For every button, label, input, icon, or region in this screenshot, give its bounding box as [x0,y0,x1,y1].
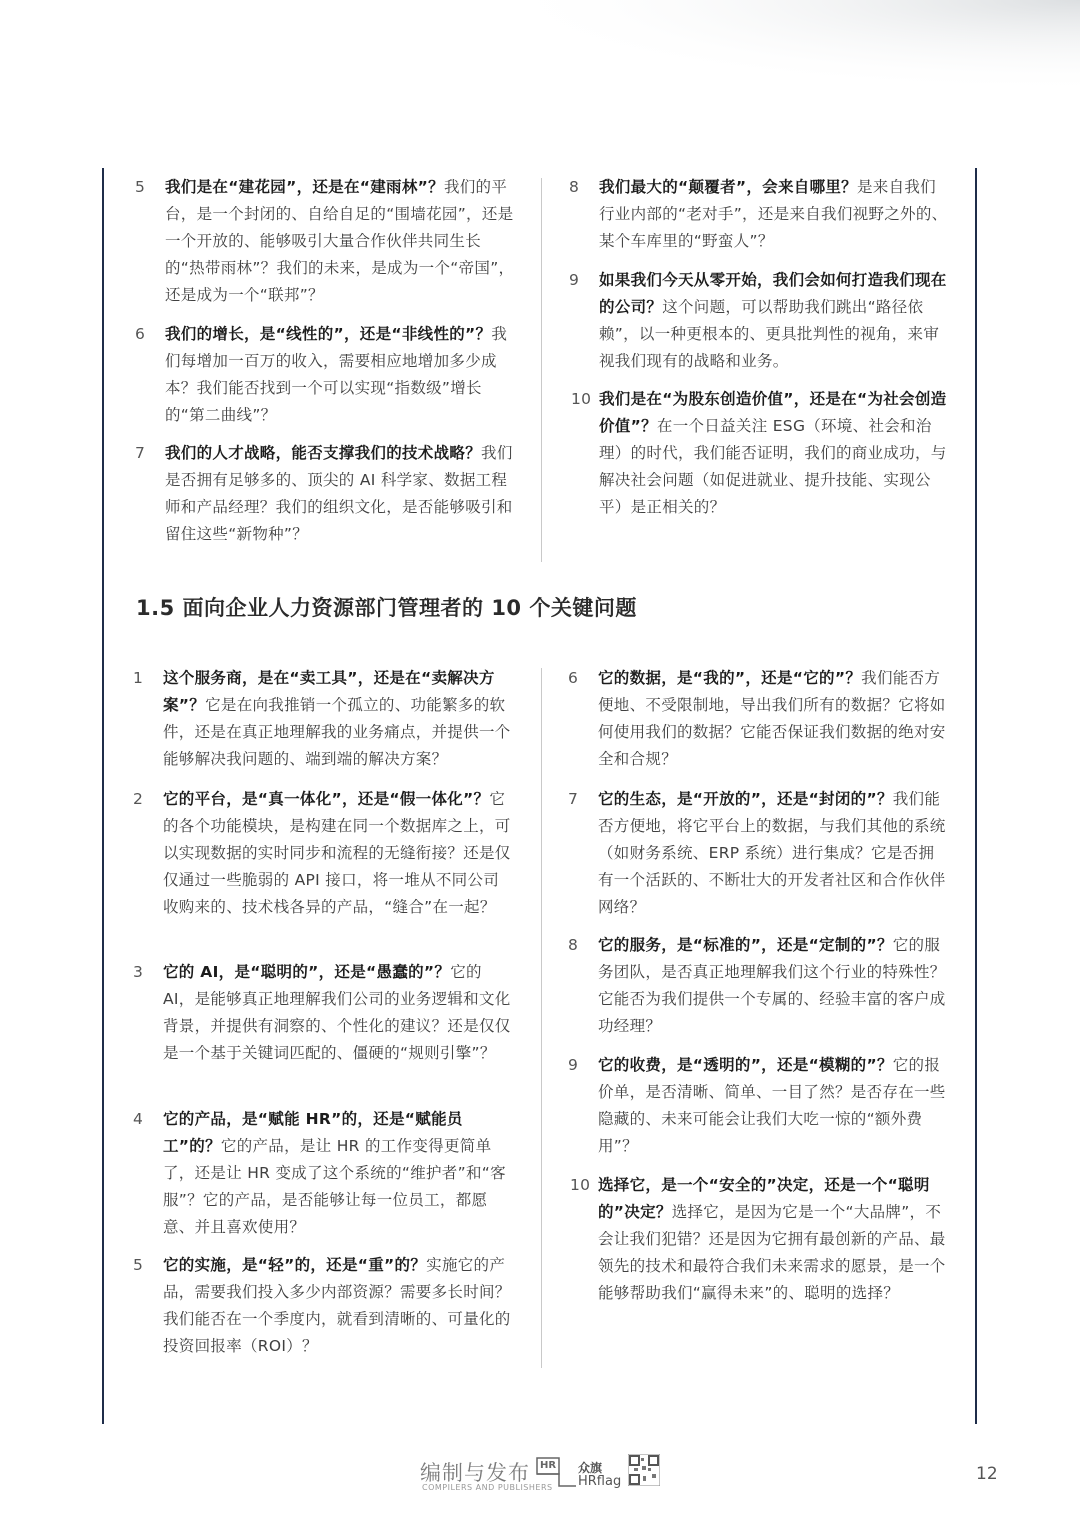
question-lead: 它的实施，是“轻”的，还是“重”的？ [163,1256,427,1274]
logo-chinese-text: 众旗 [578,1461,603,1475]
logo-english-text: HRflag [578,1474,622,1489]
page-number: 12 [976,1464,998,1484]
question-lead: 我们最大的“颠覆者”，会来自哪里？ [599,178,857,196]
question-item [133,1252,513,1360]
section-title: 1.5 面向企业人力资源部门管理者的 10 个关键问题 [136,596,637,620]
question-number: 9 [568,1056,579,1074]
question-number: 8 [569,178,580,196]
question-lead: 我们是在“建花园”，还是在“建雨林”？ [165,178,444,196]
qr-code-icon [628,1454,660,1486]
question-number: 7 [135,444,146,462]
question-text: 它的服务团队，是否真正地理解我们这个行业的特殊性？它能否为我们提供一个专属的、经验丰富的客户成功经理？ [598,936,946,1035]
question-text: 它的 AI，是能够真正地理解我们公司的业务逻辑和文化背景，并提供有洞察的、个性化的建议？还是仅仅是一个基于关键词匹配的、僵硬的“规则引擎”？ [163,963,511,1062]
question-lead: 我们是在“为股东创造价值”，还是在“为社会创造价值”？ [599,390,947,435]
question-number: 10 [571,390,592,408]
question-lead: 如果我们今天从零开始，我们会如何打造我们现在的公司？ [599,271,947,316]
question-text: 选择它，是因为它是一个“大品牌”，不会让我们犯错？还是因为它拥有最创新的产品、最领先的技术和最符合我们未来需求的愿景，是一个能够帮助我们“赢得未来”的、聪明的选择？ [598,1203,946,1302]
question-text: 我们是否拥有足够多的、顶尖的 AI 科学家、数据工程师和产品经理？我们的组织文化，是否能够吸引和留住这些“新物种”？ [165,444,513,543]
question-text: 它是在向我推销一个孤立的、功能繁多的软件，还是在真正地理解我的业务痛点，并提供一个能够解决我问题的、端到端的解决方案？ [163,696,511,768]
question-number: 6 [568,669,579,687]
top-column-divider [541,178,542,562]
question-lead: 它的 AI，是“聪明的”，还是“愚蠢的”？ [163,963,451,981]
question-item [569,267,949,375]
question-lead: 它的产品，是“赋能 HR”的，还是“赋能员工”的？ [163,1110,463,1155]
bottom-column-divider [541,668,542,1368]
question-item [571,386,949,521]
hrflag-logo [536,1456,622,1494]
question-lead: 我们的人才战略，能否支撑我们的技术战略？ [165,444,482,462]
question-item [568,1052,948,1160]
footer-publisher-label: 编制与发布 [420,1461,530,1485]
question-number: 5 [135,178,146,196]
question-item [133,786,513,921]
left-frame-line [102,168,104,1424]
question-item [133,959,513,1067]
question-lead: 它的生态，是“开放的”，还是“封闭的”？ [598,790,893,808]
question-number: 6 [135,325,146,343]
question-item [568,932,948,1040]
question-number: 5 [133,1256,144,1274]
question-item [135,321,515,429]
question-item [133,1106,513,1241]
question-item [135,440,515,548]
question-lead: 它的平台，是“真一体化”，还是“假一体化”？ [163,790,490,808]
question-text: 我们能否方便地，将它平台上的数据，与我们其他的系统（如财务系统、ERP 系统）进行集成？它是否拥有一个活跃的、不断壮大的开发者社区和合作伙伴网络？ [598,790,946,916]
question-lead: 它的服务，是“标准的”，还是“定制的”？ [598,936,893,954]
question-item [569,174,949,255]
question-text: 它的报价单，是否清晰、简单、一目了然？是否存在一些隐藏的、未来可能会让我们大吃一惊的“额外费用”？ [598,1056,946,1155]
question-number: 8 [568,936,579,954]
footer-publisher-sublabel: COMPILERS AND PUBLISHERS [422,1483,553,1492]
question-item [568,786,948,921]
question-item [135,174,515,309]
question-text: 是来自我们行业内部的“老对手”，还是来自我们视野之外的、某个车库里的“野蛮人”？ [599,178,948,250]
question-text: 它的产品，是让 HR 的工作变得更简单了，还是让 HR 变成了这个系统的“维护者”和“客服”？它的产品，是否能够让每一位员工，都愿意、并且喜欢使用？ [163,1137,506,1236]
question-text: 它的各个功能模块，是构建在同一个数据库之上，可以实现数据的实时同步和流程的无缝衔接？还是仅仅通过一些脆弱的 API 接口，将一堆从不同公司收购来的、技术栈各异的产品，“缝合”在一起？ [163,790,511,916]
question-text: 我们的平台，是一个封闭的、自给自足的“围墙花园”，还是一个开放的、能够吸引大量合作伙伴共同生长的“热带雨林”？我们的未来，是成为一个“帝国”，还是成为一个“联邦”？ [165,178,515,304]
question-number: 3 [133,963,144,981]
question-text: 这个问题，可以帮助我们跳出“路径依赖”，以一种更根本的、更具批判性的视角，来审视我们现有的战略和业务。 [599,298,940,370]
background-texture [0,0,1080,170]
question-text: 我们能否方便地、不受限制地，导出我们所有的数据？它将如何使用我们的数据？它能否保证我们数据的绝对安全和合规？ [598,669,946,768]
question-text: 我们每增加一百万的收入，需要相应地增加多少成本？我们能否找到一个可以实现“指数级”增长的“第二曲线”？ [165,325,508,424]
logo-box-text: HR [540,1460,557,1471]
question-item [133,665,513,773]
question-text: 在一个日益关注 ESG（环境、社会和治理）的时代，我们能否证明，我们的商业成功，与解决社会问题（如促进就业、提升技能、实现公平）是正相关的？ [599,417,947,516]
question-lead: 这个服务商，是在“卖工具”，还是在“卖解决方案”？ [163,669,495,714]
question-number: 2 [133,790,144,808]
question-item [570,1172,948,1307]
right-frame-line [975,168,977,1424]
question-number: 9 [569,271,580,289]
question-lead: 我们的增长，是“线性的”，还是“非线性的”？ [165,325,492,343]
question-number: 7 [568,790,579,808]
question-lead: 它的数据，是“我的”，还是“它的”？ [598,669,862,687]
question-number: 4 [133,1110,144,1128]
question-number: 1 [133,669,144,687]
question-item [568,665,948,773]
question-lead: 选择它，是一个“安全的”决定，还是一个“聪明的”决定？ [598,1176,930,1221]
question-number: 10 [570,1176,591,1194]
question-text: 实施它的产品，需要我们投入多少内部资源？需要多长时间？我们能否在一个季度内，就看到清晰的、可量化的投资回报率（ROI）？ [163,1256,511,1355]
question-lead: 它的收费，是“透明的”，还是“模糊的”？ [598,1056,893,1074]
